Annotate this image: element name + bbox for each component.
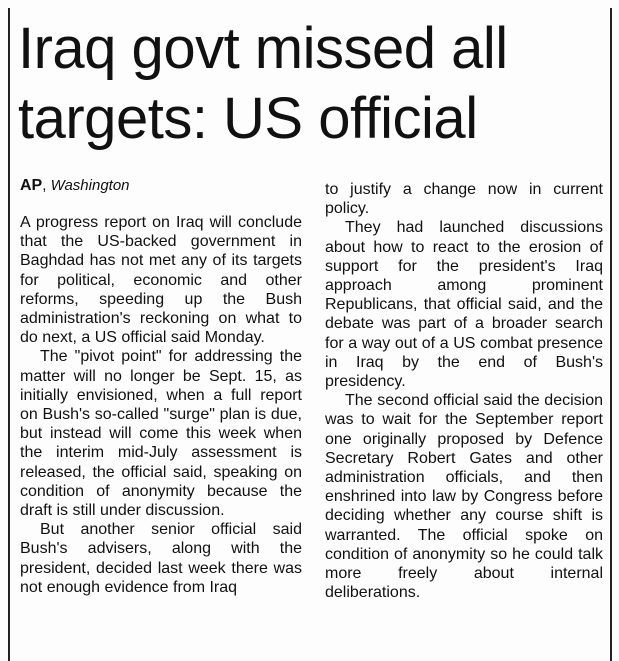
headline-line-1: Iraq govt missed all	[18, 16, 508, 81]
headline	[18, 14, 608, 154]
headline-line-2: targets: US official	[18, 86, 478, 151]
article-paragraph-3-continued: to justify a change now in current policy.	[325, 181, 603, 218]
byline-agency: AP	[20, 177, 43, 194]
byline	[20, 177, 302, 195]
article-paragraph-3: But another senior official said Bush's advisers, along with the president, decided last week there was not enough evidence from Iraq	[20, 521, 302, 596]
article-paragraph-1: A progress report on Iraq will conclude that the US-backed government in Baghdad has not met any of its targets for political, economic and other reforms, speeding up the Bush administration's reckoning on what to do next, a US official said Monday.	[20, 214, 302, 347]
article-paragraph-4: They had launched discussions about how to react to the erosion of support for the president's Iraq approach among prominent Republicans, that official said, and the debate was part of a broader search for a way out of a US combat presence in Iraq by the end of Bush's presidency.	[325, 219, 603, 391]
article-column-left	[20, 177, 302, 597]
article-column-right	[325, 180, 603, 602]
article-paragraph-2: The "pivot point" for addressing the matter will no longer be Sept. 15, as initially envisioned, when a full report on Bush's so-called "surge" plan is due, but instead will come this week when the interim mid-July assessment is released, the official said, speaking on condition of anonymity because the draft is still under discussion.	[20, 348, 302, 520]
article-paragraph-5: The second official said the decision was to wait for the September report one originally proposed by Defence Secretary Robert Gates and other administration officials, and then enshrined into law by Congress before deciding whether any course shift is warranted. The official spoke on condition of anonymity so he could talk more freely about internal deliberations.	[325, 392, 603, 602]
byline-location: Washington	[50, 177, 130, 194]
right-column-rule	[610, 8, 612, 661]
byline-separator: ,	[42, 177, 51, 194]
left-column-rule	[8, 8, 10, 661]
